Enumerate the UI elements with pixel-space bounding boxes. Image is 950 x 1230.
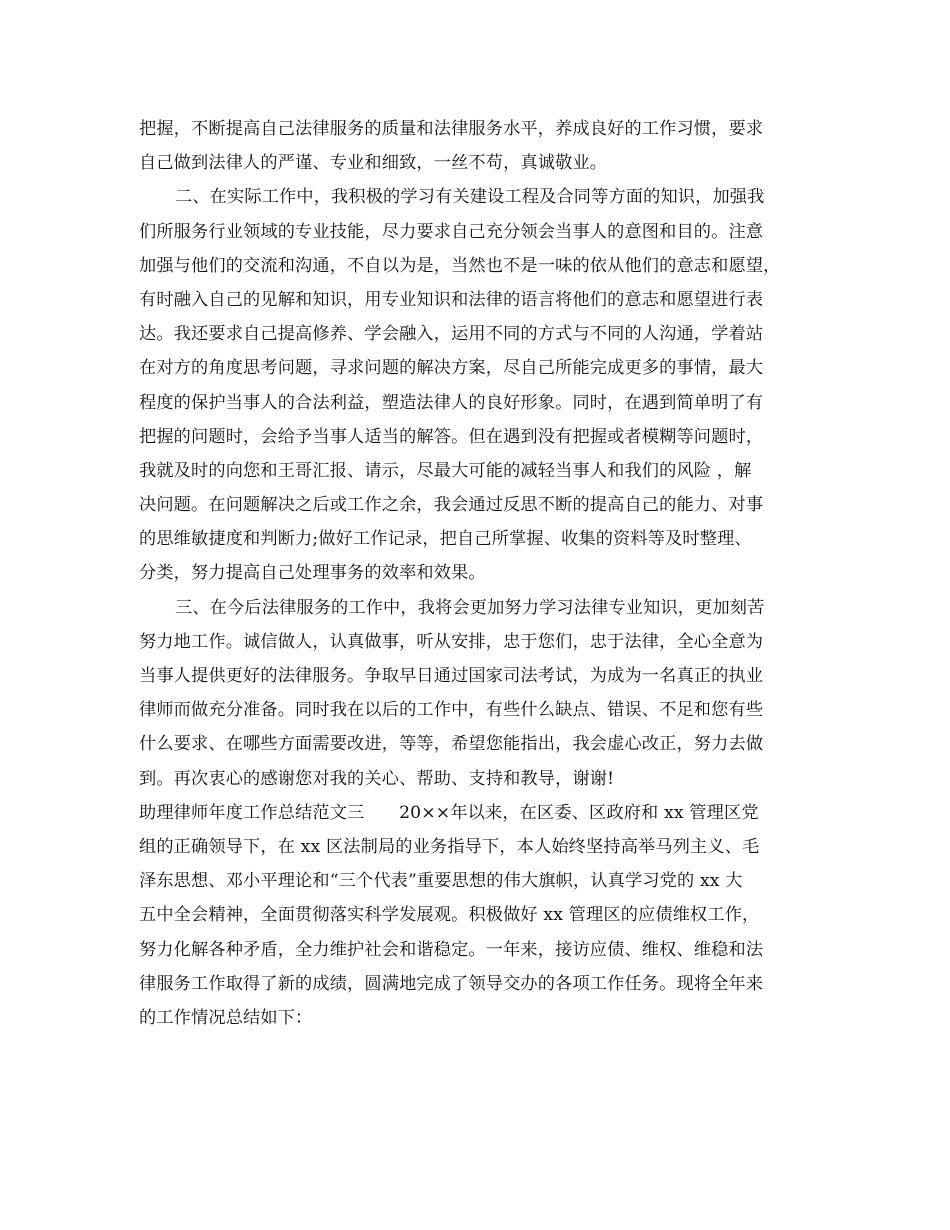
text-line: 到。再次衷心的感谢您对我的关心、帮助、支持和教导，谢谢! <box>139 768 615 789</box>
text-line: 们所服务行业领域的专业技能，尽力要求自己充分领会当事人的意图和目的。注意 <box>139 221 764 242</box>
text-line: 有时融入自己的见解和知识，用专业知识和法律的语言将他们的意志和愿望进行表 <box>139 289 764 310</box>
section-heading-line: 助理律师年度工作总结范文三 20××年以来，在区委、区政府和 xx 管理区党 <box>139 802 759 823</box>
text-line: 努力地工作。诚信做人，认真做事，听从安排，忠于您们，忠于法律，全心全意为 <box>139 631 764 652</box>
text-line: 的工作情况总结如下： <box>139 1007 313 1028</box>
text-line: 达。我还要求自己提高修养、学会融入，运用不同的方式与不同的人沟通，学着站 <box>139 324 764 345</box>
text-line: 自己做到法律人的严谨、专业和细致，一丝不苟，真诚敬业。 <box>139 153 608 174</box>
text-line: 把握的问题时，会给予当事人适当的解答。但在遇到没有把握或者模糊等问题时， <box>139 426 764 447</box>
text-line: 分类，努力提高自己处理事务的效率和效果。 <box>139 563 486 584</box>
text-line: 决问题。在问题解决之后或工作之余，我会通过反思不断的提高自己的能力、对事 <box>139 495 764 516</box>
text-line: 五中全会精神，全面贯彻落实科学发展观。积极做好 xx 管理区的应债维权工作， <box>139 905 760 926</box>
text-line: 什么要求、在哪些方面需要改进，等等，希望您能指出，我会虚心改正，努力去做 <box>139 734 764 755</box>
text-line: 加强与他们的交流和沟通，不自以为是，当然也不是一味的依从他们的意志和愿望， <box>139 255 781 276</box>
text-line: 努力化解各种矛盾，全力维护社会和谐稳定。一年来，接访应债、维权、维稳和法 <box>139 939 764 960</box>
text-line: 在对方的角度思考问题，寻求问题的解决方案，尽自己所能完成更多的事情，最大 <box>139 358 764 379</box>
text-line: 把握，不断提高自己法律服务的质量和法律服务水平，养成良好的工作习惯，要求 <box>139 119 764 139</box>
text-line: 我就及时的向您和王哥汇报、请示，尽最大可能的减轻当事人和我们的风险 ，解 <box>139 460 752 481</box>
document-body <box>139 112 829 1035</box>
text-line: 程度的保护当事人的合法利益，塑造法律人的良好形象。同时，在遇到简单明了有 <box>139 392 764 413</box>
text-line: 当事人提供更好的法律服务。争取早日通过国家司法考试，为成为一名真正的执业 <box>139 666 764 686</box>
text-line: 泽东思想、邓小平理论和“三个代表”重要思想的伟大旗帜，认真学习党的 xx 大 <box>139 871 743 892</box>
text-line: 组的正确领导下，在 xx 区法制局的业务指导下，本人始终坚持高举马列主义、毛 <box>139 836 760 857</box>
text-line: 的思维敏捷度和判断力;做好工作记录，把自己所掌握、收集的资料等及时整理、 <box>139 529 752 550</box>
paragraph-start-line: 三、在今后法律服务的工作中，我将会更加努力学习法律专业知识，更加刻苦 <box>175 597 765 618</box>
text-line: 律师而做充分准备。同时我在以后的工作中，有些什么缺点、错误、不足和您有些 <box>139 700 764 721</box>
paragraph-start-line: 二、在实际工作中，我积极的学习有关建设工程及合同等方面的知识，加强我 <box>175 187 765 208</box>
text-line: 律服务工作取得了新的成绩，圆满地完成了领导交办的各项工作任务。现将全年来 <box>139 973 764 994</box>
